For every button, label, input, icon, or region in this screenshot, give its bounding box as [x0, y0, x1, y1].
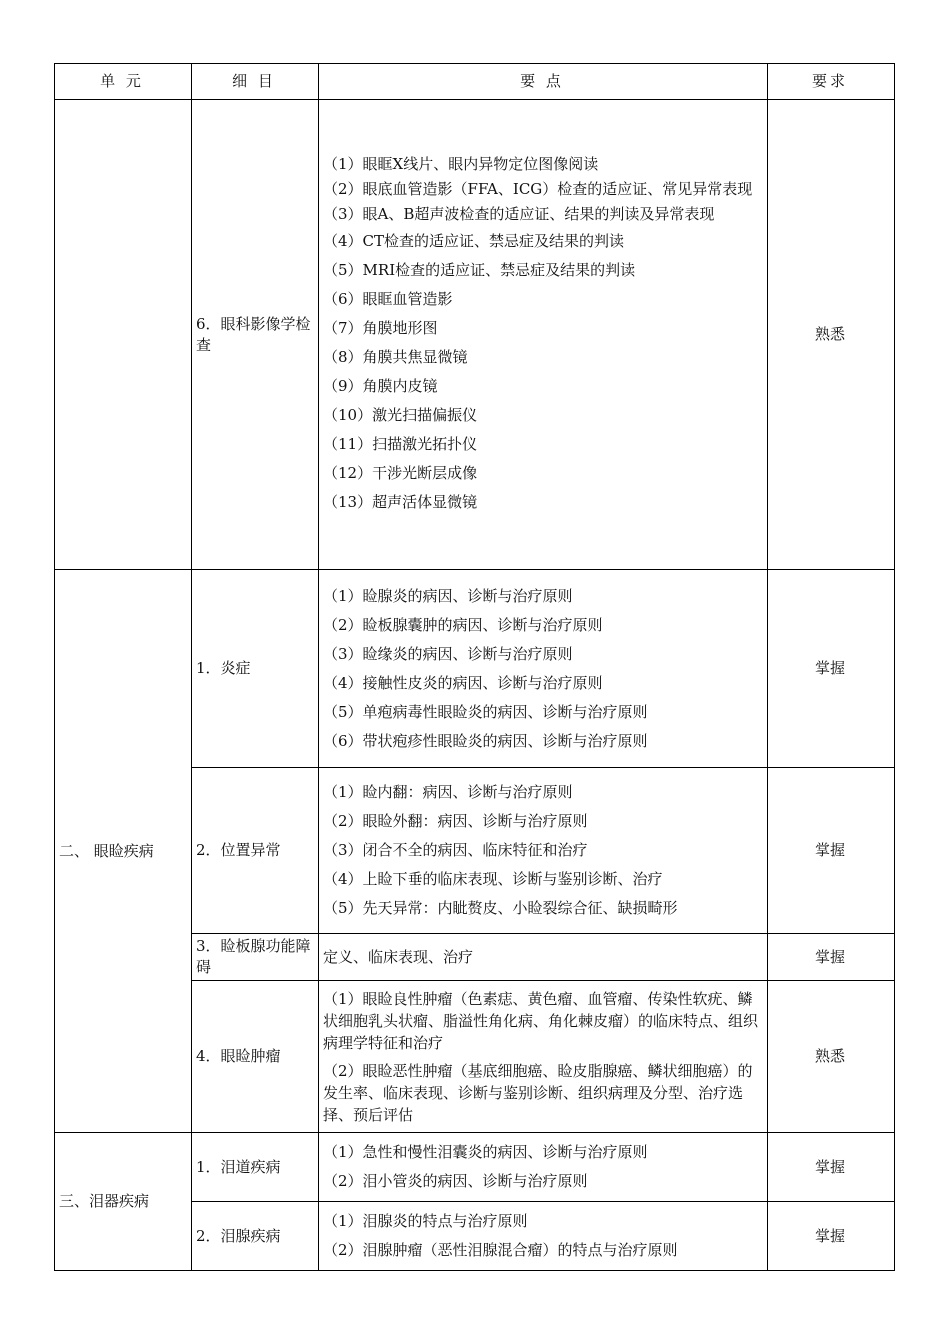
points-cell: [319, 1202, 768, 1271]
point: （1）睑腺炎的病因、诊断与治疗原则: [323, 586, 573, 605]
point: 定义、临床表现、治疗: [323, 947, 474, 966]
req-cell: 掌握: [768, 1133, 895, 1202]
header-points: 要 点: [319, 64, 768, 100]
point: （2）泪腺肿瘤（恶性泪腺混合瘤）的特点与治疗原则: [323, 1241, 678, 1259]
points-cell: [319, 981, 768, 1133]
point: （5）单疱病毒性眼睑炎的病因、诊断与治疗原则: [323, 702, 648, 721]
point: （2）眼睑外翻：病因、诊断与治疗原则: [323, 812, 588, 830]
item-cell: 1．泪道疾病: [192, 1133, 319, 1202]
point: （10）激光扫描偏振仪: [323, 406, 478, 424]
item-cell: 4．眼睑肿瘤: [192, 981, 319, 1133]
point: （4）上睑下垂的临床表现、诊断与鉴别诊断、治疗: [323, 870, 663, 888]
req-cell: 掌握: [768, 1202, 895, 1271]
header-row: [55, 64, 895, 100]
header-item: 细 目: [192, 64, 319, 100]
point: （2）眼底血管造影（FFA、ICG）检查的适应证、常见异常表现: [323, 180, 753, 198]
item-cell: 2．位置异常: [192, 768, 319, 934]
points-cell: [319, 768, 768, 934]
req-cell: 熟悉: [768, 981, 895, 1133]
header-unit: 单 元: [55, 64, 192, 100]
req-cell: 掌握: [768, 570, 895, 768]
point: （1）泪腺炎的特点与治疗原则: [323, 1212, 528, 1230]
point: （2）泪小管炎的病因、诊断与治疗原则: [323, 1172, 588, 1190]
point: （2）眼睑恶性肿瘤（基底细胞癌、睑皮脂腺癌、鳞状细胞癌）的发生率、临床表现、诊断与鉴别诊断、组织病理及分型、治疗选择、预后评估: [323, 1061, 753, 1124]
point: （2）睑板腺囊肿的病因、诊断与治疗原则: [323, 615, 603, 634]
points-cell: [319, 934, 768, 981]
point: （4）CT检查的适应证、禁忌症及结果的判读: [323, 232, 625, 250]
points-cell: [319, 1133, 768, 1202]
point: （3）闭合不全的病因、临床特征和治疗: [323, 841, 588, 859]
point: （7）角膜地形图: [323, 319, 438, 337]
point: （6）眼眶血管造影: [323, 290, 453, 308]
req-cell: 熟悉: [768, 100, 895, 570]
req-cell: 掌握: [768, 934, 895, 981]
point: （1）眼眶X线片、眼内异物定位图像阅读: [323, 155, 599, 173]
item-cell: 3．睑板腺功能障碍: [192, 934, 319, 981]
point: （5）先天异常：内眦赘皮、小睑裂综合征、缺损畸形: [323, 899, 678, 917]
points-cell: [319, 100, 768, 570]
table-row: [55, 100, 895, 570]
point: （13）超声活体显微镜: [323, 493, 478, 511]
table-row: [55, 1133, 895, 1202]
syllabus-table: [54, 63, 895, 1271]
point: （9）角膜内皮镜: [323, 377, 438, 395]
point: （4）接触性皮炎的病因、诊断与治疗原则: [323, 673, 603, 692]
header-req: 要求: [768, 64, 895, 100]
point: （1）眼睑良性肿瘤（色素痣、黄色瘤、血管瘤、传染性软疣、鳞状细胞乳头状瘤、脂溢性角化病、角化棘皮瘤）的临床特点、组织病理学特征和治疗: [323, 989, 759, 1052]
req-cell: 掌握: [768, 768, 895, 934]
point: （6）带状疱疹性眼睑炎的病因、诊断与治疗原则: [323, 731, 648, 750]
item-cell: 1．炎症: [192, 570, 319, 768]
point: （5）MRI检查的适应证、禁忌症及结果的判读: [323, 261, 636, 279]
point: （1）睑内翻：病因、诊断与治疗原则: [323, 783, 573, 801]
item-cell: 6．眼科影像学检查: [192, 100, 319, 570]
point: （3）睑缘炎的病因、诊断与治疗原则: [323, 644, 573, 663]
point: （1）急性和慢性泪囊炎的病因、诊断与治疗原则: [323, 1143, 648, 1161]
point: （12）干涉光断层成像: [323, 464, 478, 482]
point: （11）扫描激光拓扑仪: [323, 435, 478, 453]
point: （3）眼A、B超声波检查的适应证、结果的判读及异常表现: [323, 205, 715, 223]
table-row: [55, 570, 895, 768]
point: （8）角膜共焦显微镜: [323, 348, 468, 366]
unit-cell: 三、泪器疾病: [55, 1133, 192, 1271]
unit-cell: 二、 眼睑疾病: [55, 570, 192, 1133]
item-cell: 2．泪腺疾病: [192, 1202, 319, 1271]
points-cell: [319, 570, 768, 768]
unit-cell: [55, 100, 192, 570]
